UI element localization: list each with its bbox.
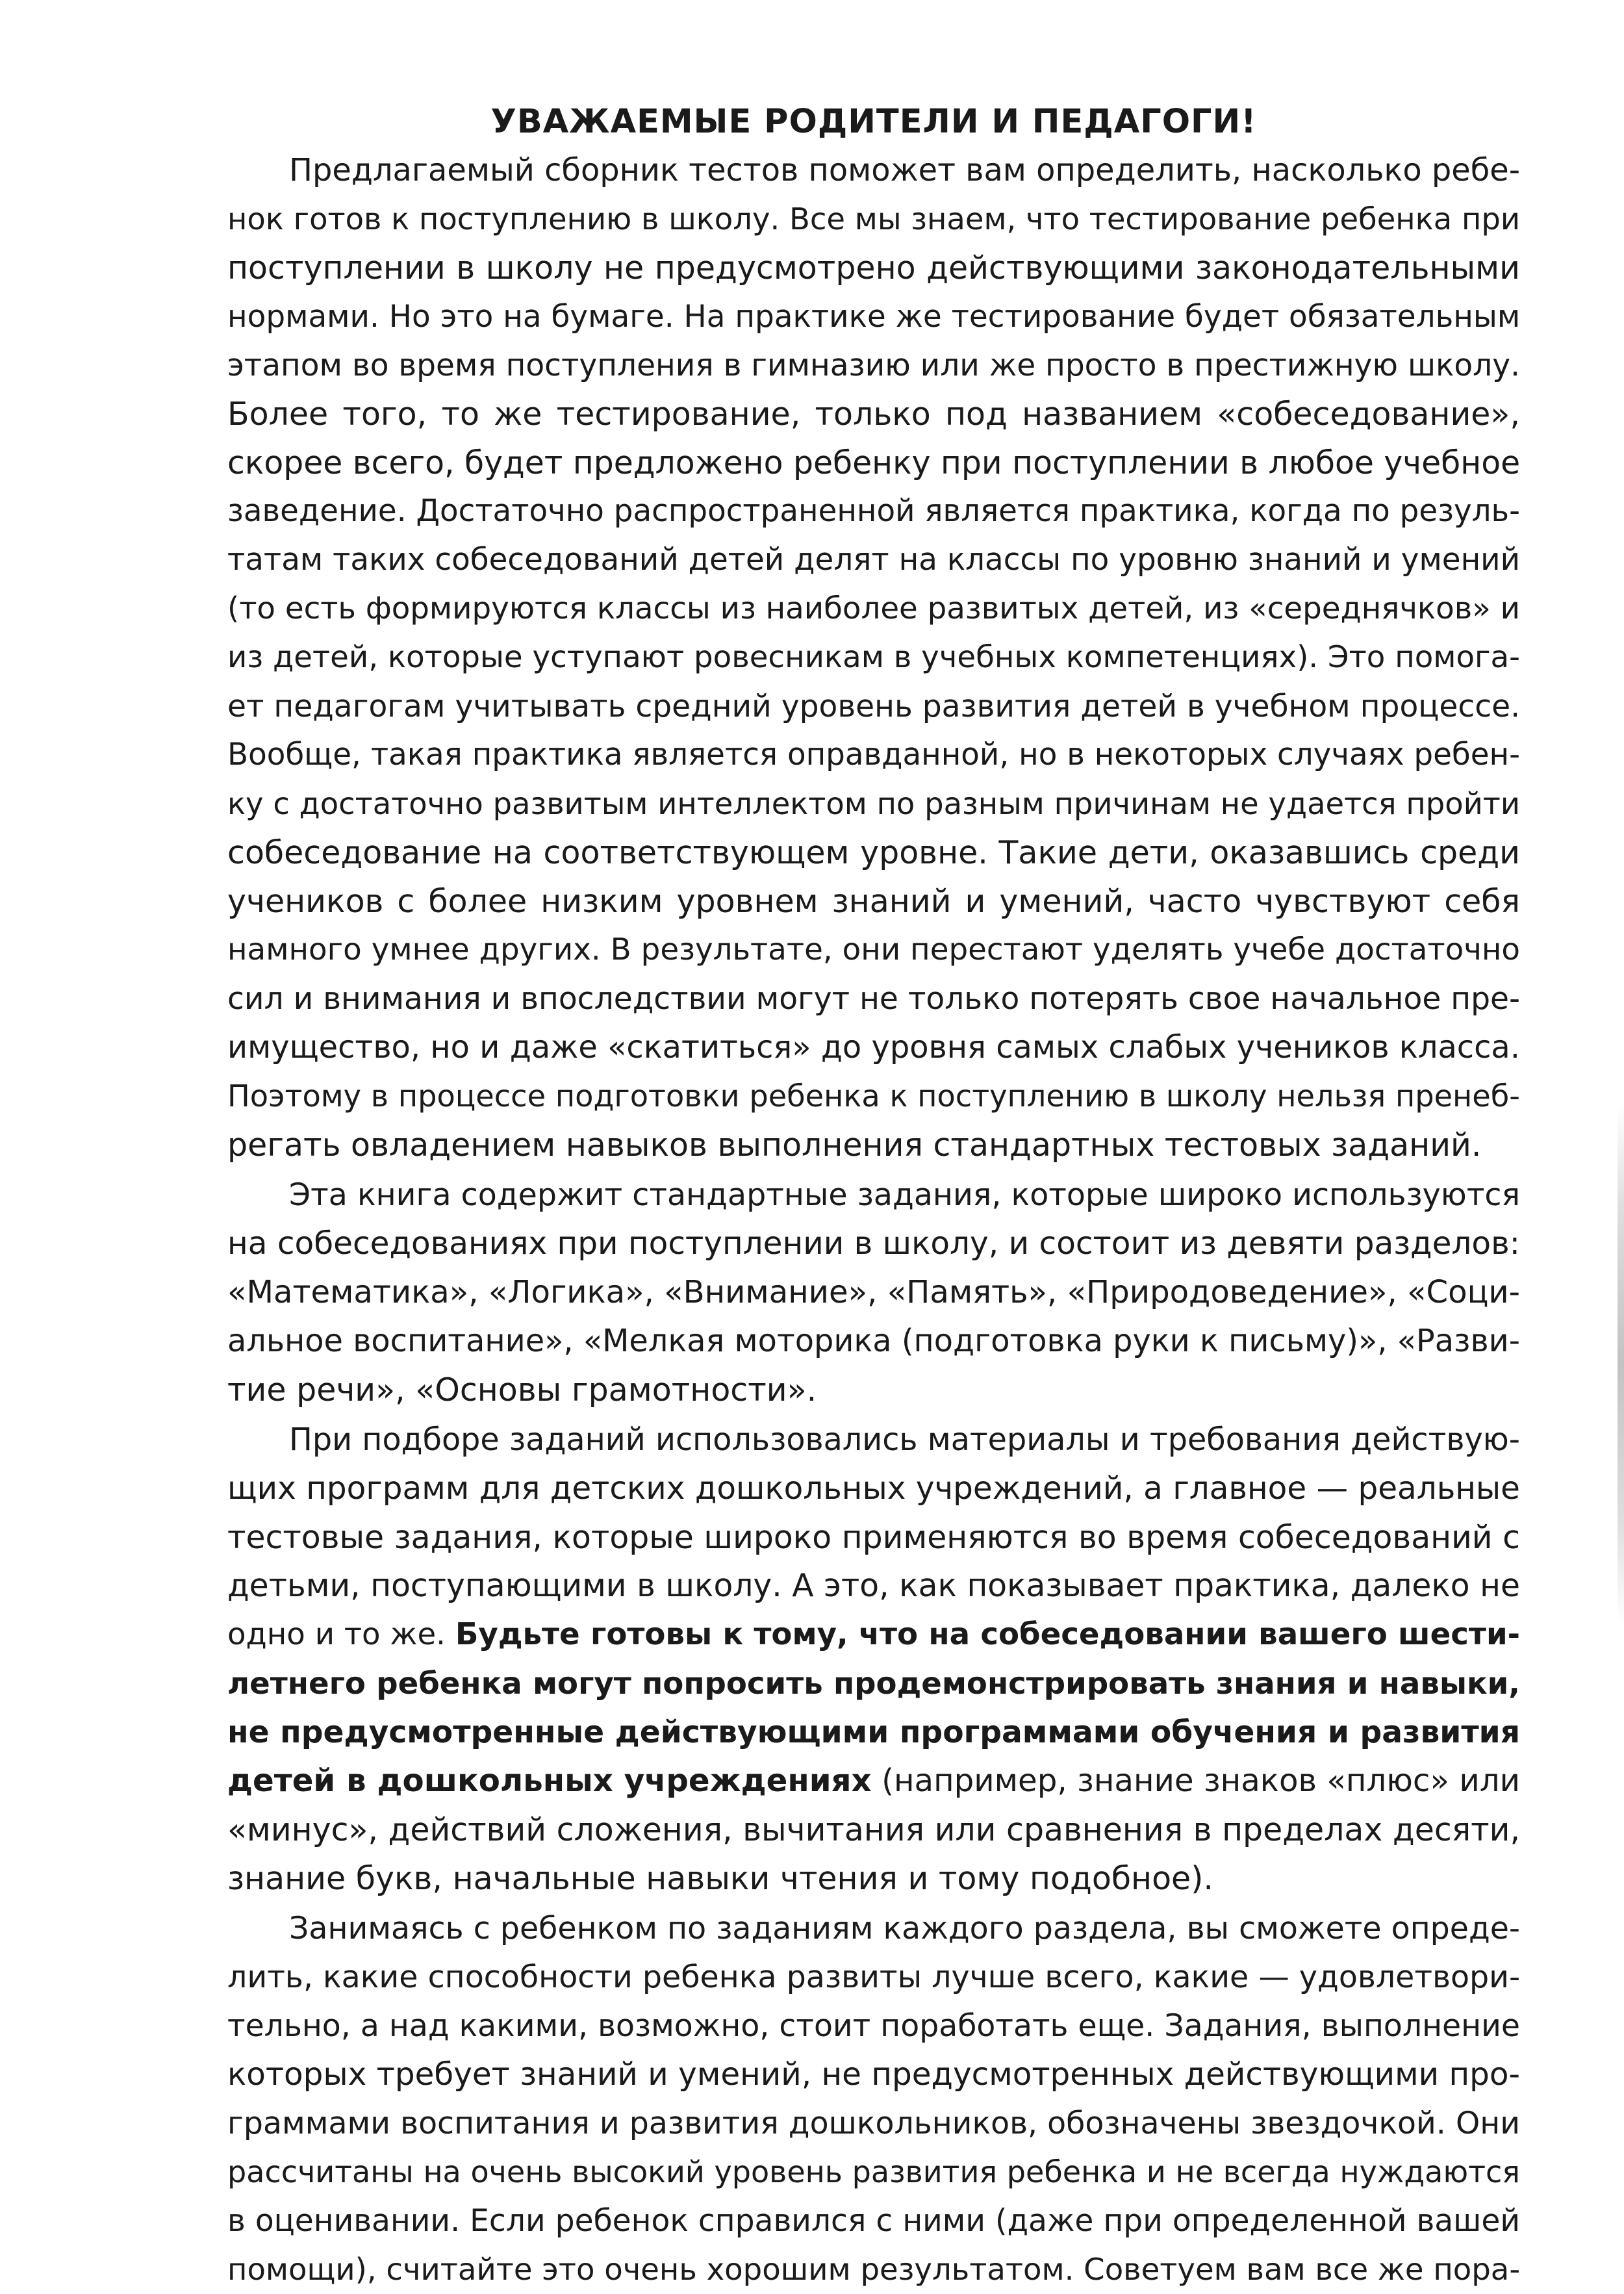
page-title: УВАЖАЕМЫЕ РОДИТЕЛИ И ПЕДАГОГИ! [490, 103, 1257, 141]
text-line: щих программ для детских дошкольных учреждений, а главное — реальные [227, 1470, 1520, 1507]
bold-text-fragment: Будьте готовы к тому, что на собеседовании вашего шести- [455, 1617, 1521, 1652]
document-page [227, 97, 1520, 2294]
text-line: нок готов к поступлению в школу. Все мы знаем, что тестирование ребенка при [227, 201, 1521, 236]
text-line: знание букв, начальные навыки чтения и тому подобное). [227, 1860, 1213, 1897]
text-line: Занимаясь с ребенком по заданиям каждого раздела, вы сможете опреде- [289, 1911, 1520, 1946]
text-line: (то есть формируются классы из наиболее развитых детей, из «середнячков» и [227, 591, 1520, 626]
page-edge-shadow [1618, 1104, 1624, 1624]
text-line [227, 1708, 1520, 1757]
text-line: лить, какие способности ребенка развиты лучше всего, какие — удовлетвори- [227, 1959, 1521, 1995]
text-line: имущество, но и даже «скатиться» до уровня самых слабых учеников класса. [227, 1030, 1520, 1065]
text-line: «минус», действий сложения, вычитания или сравнения в пределах десяти, [227, 1811, 1520, 1848]
text-line: «Математика», «Логика», «Внимание», «Память», «Природоведение», «Соци- [227, 1274, 1520, 1310]
text-line: заведение. Достаточно распространенной является практика, когда по резуль- [227, 494, 1520, 529]
text-line: учеников с более низким уровнем знаний и умений, часто чувствуют себя [227, 883, 1520, 920]
text-line: граммами воспитания и развития дошкольников, обозначены звездочкой. Они [227, 2106, 1520, 2141]
text-line: из детей, которые уступают ровесникам в учебных компетенциях). Это помога- [227, 640, 1520, 675]
text-line: помощи), считайте это очень хорошим результатом. Советуем вам все же пора- [227, 2252, 1521, 2287]
text-line: Вообще, такая практика является оправданной, но в некоторых случаях ребен- [227, 737, 1520, 772]
text-line: нормами. Но это на бумаге. На практике же тестирование будет обязательным [227, 299, 1521, 335]
paragraph-sections [227, 1171, 1520, 1414]
text-line: Эта книга содержит стандартные задания, которые широко используются [289, 1177, 1521, 1213]
text-line: Предлагаемый сборник тестов поможет вам определить, насколько ребе- [289, 153, 1520, 188]
bold-text-fragment: не предусмотренные действующими программами обучения и развития [227, 1714, 1520, 1750]
text-line: альное воспитание», «Мелкая моторика (подготовка руки к письму)», «Разви- [227, 1323, 1520, 1359]
paragraph-practice [227, 1904, 1520, 2294]
text-line: которых требует знаний и умений, не предусмотренных действующими про- [227, 2056, 1520, 2093]
text-line: этапом во время поступления в гимназию или же просто в престижную школу. [227, 348, 1521, 383]
text-line: в оценивании. Если ребенок справился с ними (даже при определенной вашей [227, 2203, 1520, 2239]
text-line: регать овладением навыков выполнения стандартных тестовых заданий. [227, 1127, 1482, 1164]
text-line: рассчитаны на очень высокий уровень развития ребенка и не всегда нуждаются [227, 2154, 1520, 2189]
text-fragment: одно и то же. [227, 1617, 455, 1652]
paragraph-materials [227, 1416, 1520, 1903]
text-line: детьми, поступающими в школу. А это, как показывает практика, далеко не [227, 1568, 1520, 1604]
bold-text-fragment: летнего ребенка могут попросить продемонстрировать знания и навыки, [227, 1666, 1520, 1701]
text-line: сил и внимания и впоследствии могут не только потерять свое начальное пре- [227, 981, 1521, 1017]
text-line: намного умнее других. В результате, они перестают уделять учебе достаточно [227, 932, 1520, 967]
text-line [227, 1757, 1520, 1805]
text-line: тельно, а над какими, возможно, стоит поработать еще. Задания, выполнение [227, 2008, 1520, 2044]
text-line [227, 1611, 1520, 1659]
bold-text-fragment: детей в дошкольных учреждениях [227, 1763, 872, 1799]
text-fragment: (например, знание знаков «плюс» или [871, 1763, 1520, 1799]
text-line: тестовые задания, которые широко применяются во время собеседований с [227, 1519, 1520, 1556]
text-line: Более того, то же тестирование, только под названием «собеседование», [227, 396, 1520, 433]
text-line: скорее всего, будет предложено ребенку при поступлении в любое учебное [227, 444, 1521, 481]
text-line: Поэтому в процессе подготовки ребенка к поступлению в школу нельзя пренеб- [227, 1078, 1520, 1114]
text-line: на собеседованиях при поступлении в школу, и состоит из девяти разделов: [227, 1225, 1520, 1262]
text-line: ку с достаточно развитым интеллектом по разным причинам не удается пройти [227, 786, 1520, 821]
text-line: При подборе заданий использовались материалы и требования действую- [289, 1422, 1520, 1458]
text-line: татам таких собеседований детей делят на классы по уровню знаний и умений [227, 542, 1520, 578]
text-line: тие речи», «Основы грамотности». [227, 1371, 817, 1408]
paragraph-intro [227, 146, 1520, 1169]
text-line: поступлении в школу не предусмотрено действующими законодательными [227, 249, 1520, 287]
text-line: собеседование на соответствующем уровне. Такие дети, оказавшись среди [227, 834, 1520, 871]
text-line: ет педагогам учитывать средний уровень развития детей в учебном процессе. [227, 689, 1521, 724]
text-line [227, 1659, 1520, 1708]
